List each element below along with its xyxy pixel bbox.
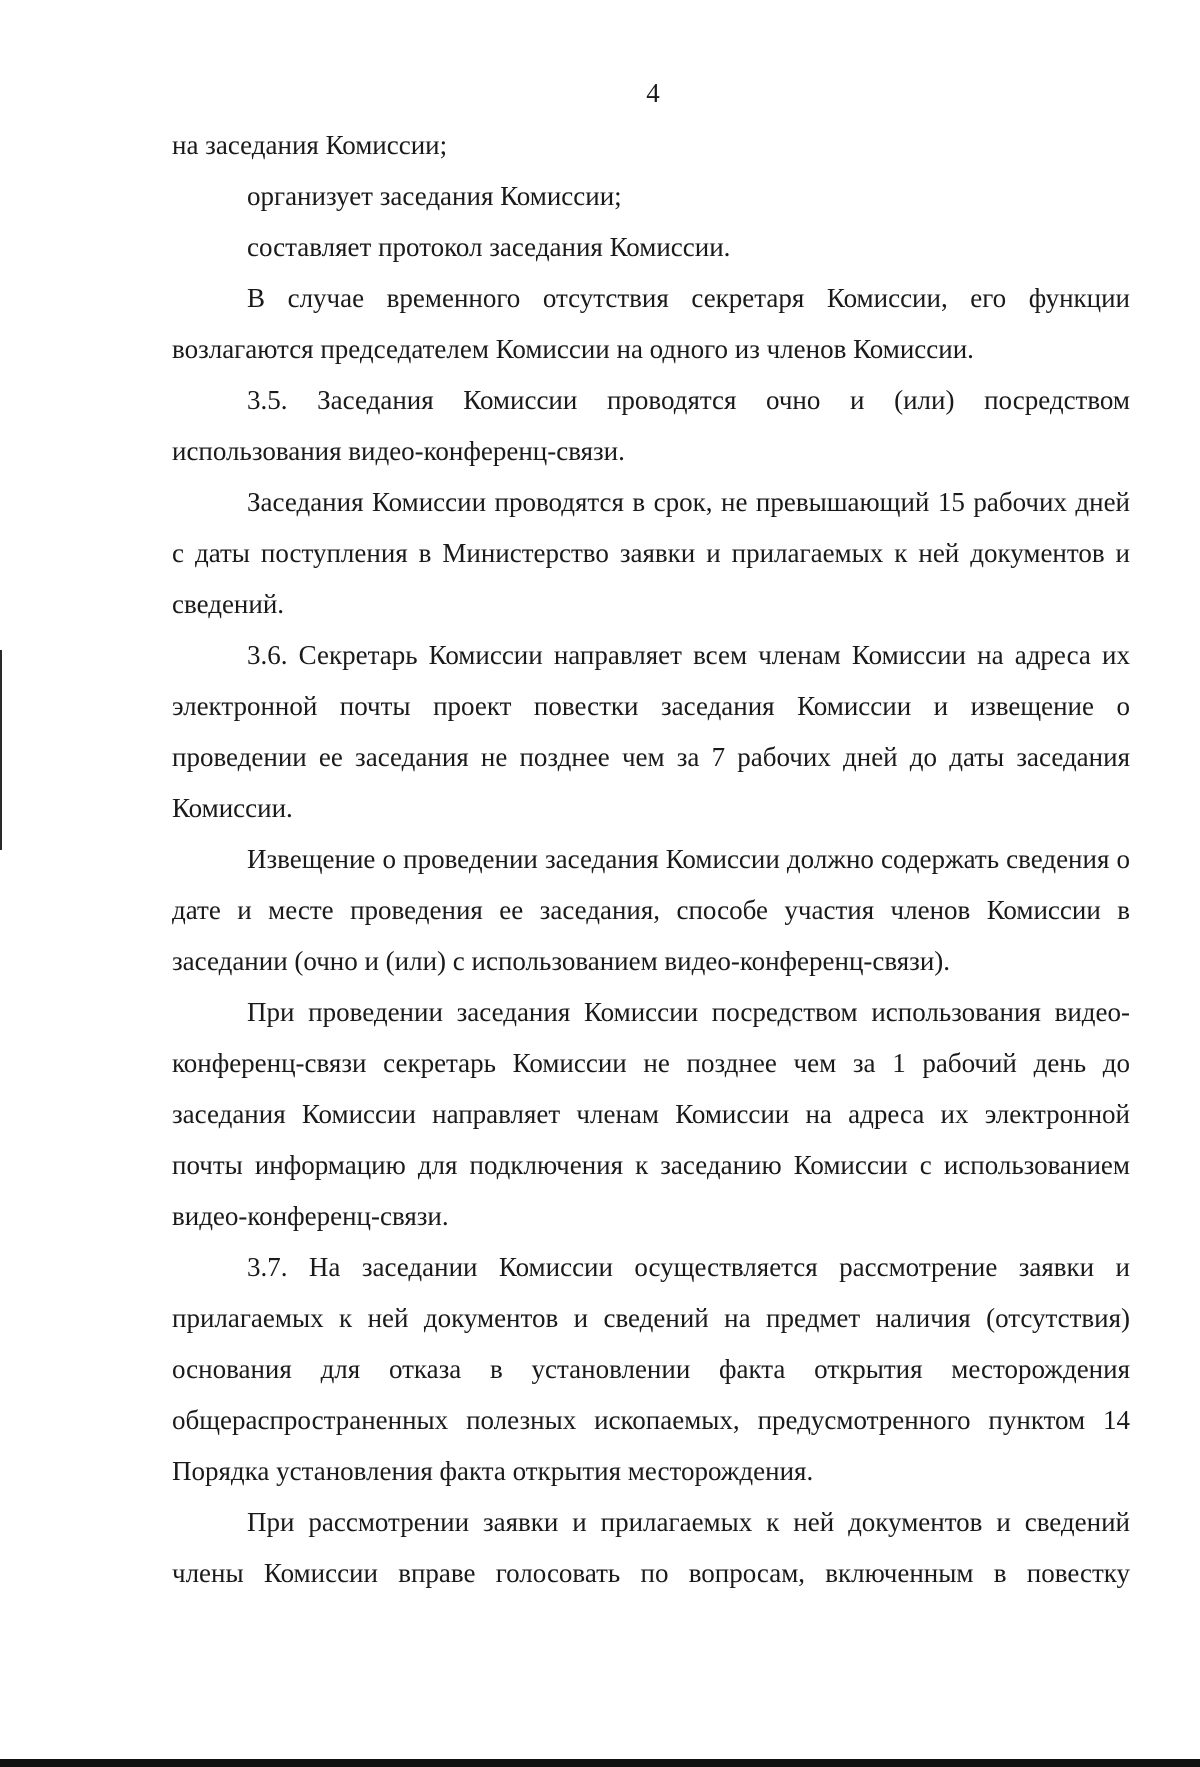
scan-bottom-border	[0, 1759, 1200, 1767]
paragraph: Извещение о проведении заседания Комиссии должно содержать сведения о дате и месте проведения ее заседания, способе участия членов Комиссии в заседании (очно и (или) с использованием видео-конференц-связи).	[172, 844, 1130, 976]
scan-edge-mark	[0, 650, 2, 850]
paragraph: составляет протокол заседания Комиссии.	[247, 232, 731, 262]
paragraph: 3.6. Секретарь Комиссии направляет всем членам Комиссии на адреса их электронной почты проект повестки заседания Комиссии и извещение о проведении ее заседания не позднее чем за 7 рабочих дней до даты заседания Комиссии.	[172, 640, 1130, 823]
paragraph: При проведении заседания Комиссии посредством использования видео-конференц-связи секретарь Комиссии не позднее чем за 1 рабочий день до заседания Комиссии направляет членам Комиссии на адреса их электронной почты информацию для подключения к заседанию Комиссии с использованием видео-конференц-связи.	[172, 997, 1130, 1231]
paragraph: В случае временного отсутствия секретаря Комиссии, его функции возлагаются председателем Комиссии на одного из членов Комиссии.	[172, 283, 1130, 364]
paragraph: 3.7. На заседании Комиссии осуществляется рассмотрение заявки и прилагаемых к ней документов и сведений на предмет наличия (отсутствия) основания для отказа в установлении факта открытия месторождения общераспространенных полезных ископаемых, предусмотренного пунктом 14 Порядка установления факта открытия месторождения.	[172, 1252, 1130, 1486]
document-body	[172, 120, 1130, 1599]
page-number: 4	[646, 78, 660, 108]
paragraph: Заседания Комиссии проводятся в срок, не превышающий 15 рабочих дней с даты поступления в Министерство заявки и прилагаемых к ней документов и сведений.	[172, 487, 1130, 619]
paragraph: При рассмотрении заявки и прилагаемых к ней документов и сведений члены Комиссии вправе голосовать по вопросам, включенным в повестку	[172, 1507, 1130, 1588]
paragraph: 3.5. Заседания Комиссии проводятся очно и (или) посредством использования видео-конференц-связи.	[172, 385, 1130, 466]
paragraph: на заседания Комиссии;	[172, 130, 448, 160]
paragraph: организует заседания Комиссии;	[247, 181, 622, 211]
